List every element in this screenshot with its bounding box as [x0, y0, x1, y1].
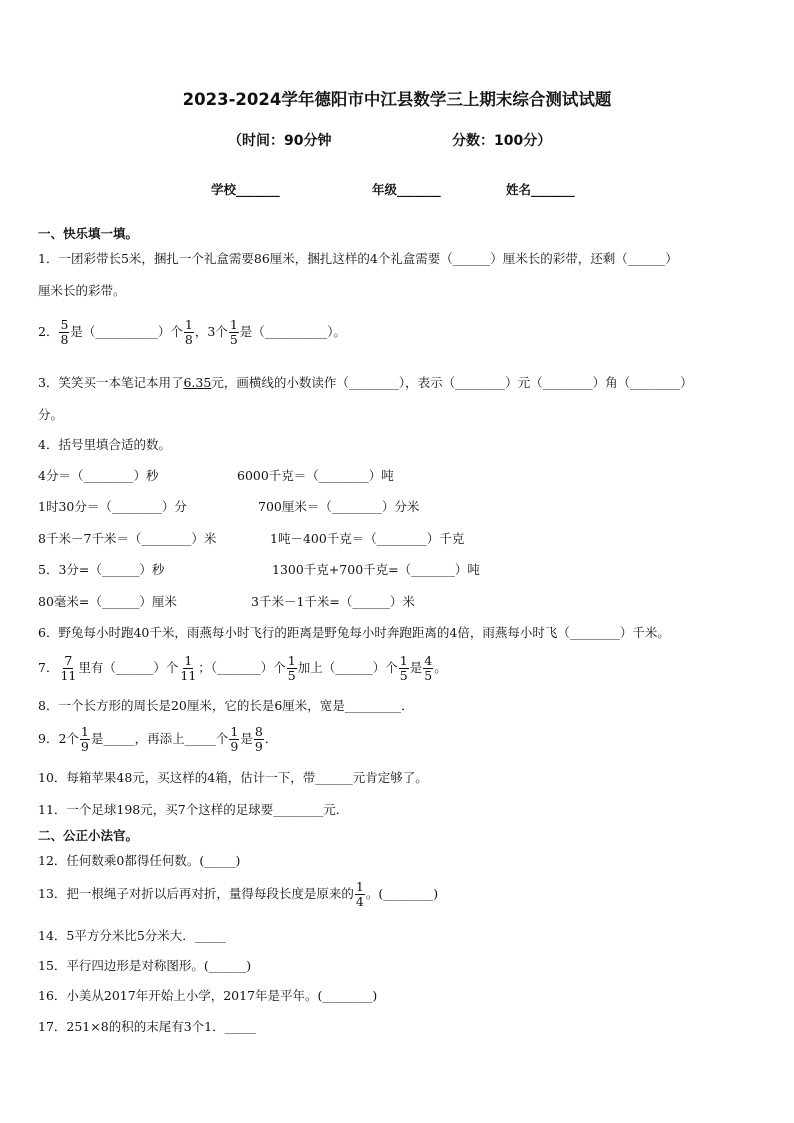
- question-4-row-1b: 6000千克＝（________）吨: [237, 468, 394, 483]
- question-4-row-2a: 1时30分＝（________）分: [38, 499, 187, 514]
- page-title: 2023-2024学年德阳市中江县数学三上期末综合测试试题: [182, 90, 612, 109]
- fraction: $\frac{1}{8}$: [184, 317, 193, 347]
- question-15: 15．平行四边形是对称图形。(______): [38, 958, 252, 973]
- grade-field: 年级_______: [372, 182, 441, 197]
- question-1-line-2: 厘米长的彩带。: [38, 283, 126, 298]
- question-4-row-2b: 700厘米＝（________）分米: [258, 499, 420, 514]
- question-10: 10．每箱苹果48元，买这样的4箱，估计一下，带______元肯定够了。: [38, 770, 428, 785]
- question-4-row-3b: 1吨－400千克＝（________）千克: [270, 531, 465, 546]
- question-4-row-3a: 8千米－7千米＝（________）米: [38, 531, 217, 546]
- question-8: 8．一个长方形的周长是20厘米，它的长是6厘米，宽是_________．: [38, 698, 414, 713]
- question-11: 11．一个足球198元，买7个这样的足球要________元．: [38, 802, 349, 817]
- section-true-false: 二、公正小法官。: [38, 828, 139, 843]
- fraction: $\frac{1}{5}$: [287, 653, 296, 683]
- question-14: 14．5平方分米比5分米大．_____: [38, 928, 227, 943]
- question-9: 9．2个 $\frac{1}{9}$ 是_____，再添上_____个 $\frac{1}{9}$ 是 $\frac{8}{9}$ ．: [38, 724, 278, 754]
- exam-score: 分数：100分）: [452, 133, 552, 149]
- section-fill-in: 一、快乐填一填。: [38, 226, 139, 241]
- question-7: 7． $\frac{7}{11}$ 里有（______）个 $\frac{1}{11}$ ；（_______）个 $\frac{1}{5}$ 加上（______）个 $\frac{1}{5}$ 是 $\frac{4}{5}$ 。: [38, 653, 447, 683]
- question-5-row-2a: 80毫米=（______）厘米: [38, 594, 177, 609]
- school-field: 学校_______: [211, 182, 280, 197]
- fraction: $\frac{8}{9}$: [254, 724, 263, 754]
- question-4-row-1a: 4分＝（________）秒: [38, 468, 159, 483]
- question-2: 2． $\frac{5}{8}$ 是（__________）个 $\frac{1}{8}$ ，3个 $\frac{1}{5}$ 是（__________）。: [38, 317, 347, 347]
- fraction: $\frac{1}{9}$: [80, 724, 89, 754]
- question-3-line-1: 3．笑笑买一本笔记本用了6.35元，画横线的小数读作（________），表示（________）元（________）角（________）: [38, 375, 693, 390]
- fraction: $\frac{1}{11}$: [180, 653, 197, 683]
- question-5-row-2b: 3千米－1千米=（______）米: [251, 594, 415, 609]
- question-16: 16．小美从2017年开始上小学，2017年是平年。(________): [38, 988, 378, 1003]
- question-5-row-1b: 1300千克+700千克=（_______）吨: [272, 562, 480, 577]
- question-5-row-1a: 5．3分=（______）秒: [38, 562, 165, 577]
- question-1-line-1: 1．一团彩带长5米，捆扎一个礼盒需要86厘米，捆扎这样的4个礼盒需要（______）厘米长的彩带，还剩（______）: [38, 251, 678, 266]
- fraction: $\frac{1}{9}$: [230, 724, 239, 754]
- question-12: 12．任何数乘0都得任何数。(_____): [38, 853, 241, 868]
- underlined-decimal: 6.35: [183, 375, 212, 390]
- question-6: 6．野兔每小时跑40千米，雨燕每小时飞行的距离是野兔每小时奔跑距离的4倍，雨燕每小时飞（________）千米。: [38, 625, 670, 640]
- fraction: $\frac{1}{4}$: [355, 879, 364, 909]
- question-4-heading: 4．括号里填合适的数。: [38, 437, 171, 452]
- fraction: $\frac{4}{5}$: [424, 653, 433, 683]
- question-3-line-2: 分。: [38, 407, 64, 422]
- question-13: 13．把一根绳子对折以后再对折，量得每段长度是原来的 $\frac{1}{4}$ 。(________): [38, 879, 439, 909]
- fraction: $\frac{7}{11}$: [60, 653, 77, 683]
- question-17: 17．251×8的积的末尾有3个1．_____: [38, 1019, 256, 1034]
- fraction: $\frac{5}{8}$: [60, 317, 69, 347]
- name-field: 姓名_______: [506, 182, 575, 197]
- fraction: $\frac{1}{5}$: [399, 653, 408, 683]
- fraction: $\frac{1}{5}$: [229, 317, 238, 347]
- exam-time: （时间：90分钟: [228, 133, 332, 149]
